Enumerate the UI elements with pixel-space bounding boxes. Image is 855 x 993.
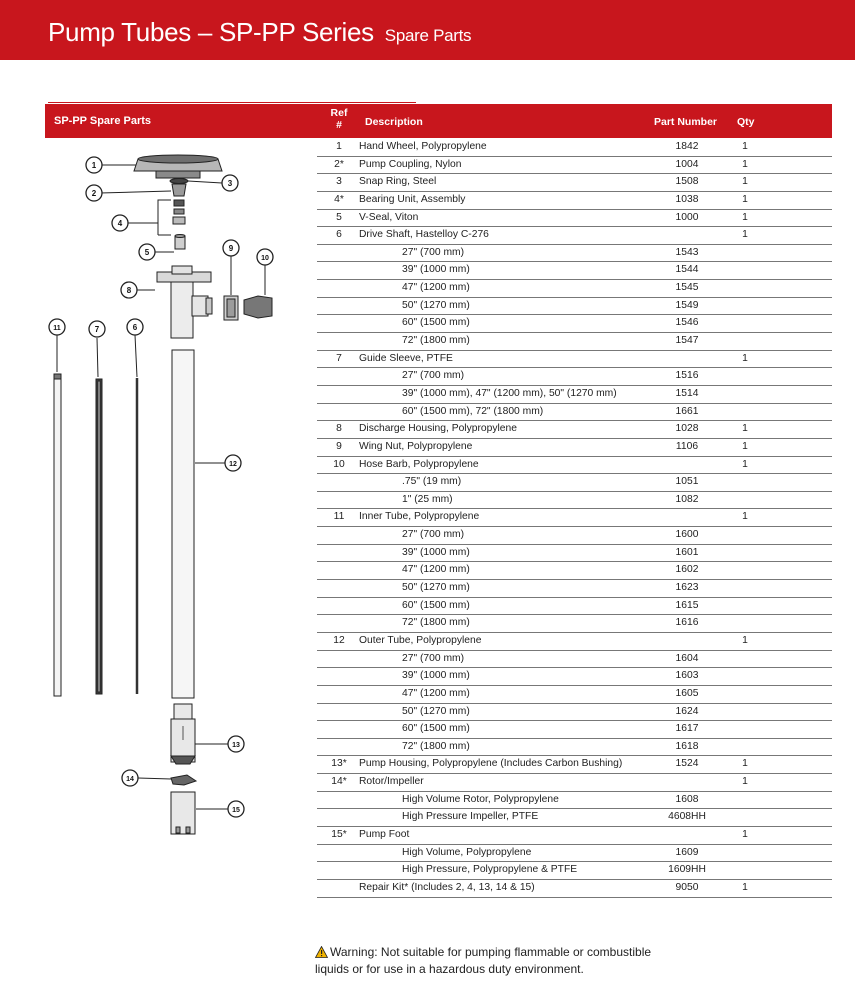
- table-row: [317, 792, 832, 810]
- table-row: [317, 227, 832, 245]
- part-number-cell: 1106: [675, 440, 699, 452]
- table-row: [317, 421, 832, 439]
- ref-cell: 14*: [331, 776, 347, 788]
- description-cell: 50" (1270 mm): [402, 705, 470, 717]
- pump-foot-part: [171, 792, 195, 834]
- table-row: [317, 580, 832, 598]
- qty-cell: 1: [742, 440, 748, 452]
- part-number-cell: 1051: [675, 476, 699, 488]
- table-row: [317, 245, 832, 263]
- callout-markers: [49, 157, 273, 817]
- part-number-cell: 1544: [675, 264, 699, 276]
- table-row: [317, 333, 832, 351]
- description-cell: Repair Kit* (Includes 2, 4, 13, 14 & 15): [359, 881, 535, 893]
- table-row: [317, 262, 832, 280]
- hose-barb-part: [244, 296, 272, 318]
- table-row: [317, 509, 832, 527]
- ref-cell: 11: [333, 511, 345, 523]
- callout-label: 1: [91, 161, 97, 170]
- description-cell: Discharge Housing, Polypropylene: [359, 423, 517, 435]
- ref-cell: 1: [336, 141, 342, 152]
- table-row: [317, 721, 832, 739]
- description-cell: 27" (700 mm): [402, 652, 465, 664]
- part-number-cell: 1028: [675, 423, 699, 435]
- qty-cell: 1: [742, 634, 748, 646]
- part-number-cell: 1516: [675, 370, 699, 382]
- table-row: [317, 615, 832, 633]
- warning-note: [315, 944, 651, 978]
- divider-line: [48, 102, 416, 103]
- callout-2: [86, 185, 102, 201]
- table-row: [317, 686, 832, 704]
- part-number-cell: 4608HH: [668, 811, 706, 823]
- qty-cell: 1: [742, 176, 748, 188]
- callout-1: [86, 157, 102, 173]
- callout-6: [127, 319, 143, 335]
- description-cell: Guide Sleeve, PTFE: [359, 352, 453, 364]
- ref-cell: 8: [336, 423, 342, 435]
- description-cell: Drive Shaft, Hastelloy C-276: [359, 229, 489, 241]
- description-cell: Pump Foot: [359, 828, 410, 840]
- description-cell: 27" (700 mm): [402, 246, 465, 258]
- description-cell: 39" (1000 mm), 47" (1200 mm), 50" (1270 mm): [402, 387, 617, 399]
- part-number-cell: 1514: [675, 387, 699, 399]
- table-row: [317, 139, 832, 157]
- table-row: [317, 368, 832, 386]
- description-cell: 1" (25 mm): [402, 493, 453, 505]
- inner-tube-part: [54, 374, 61, 696]
- part-number-cell: 1604: [675, 652, 699, 664]
- table-row: [317, 474, 832, 492]
- part-number-cell: 1623: [675, 582, 699, 594]
- part-number-cell: 1615: [675, 599, 699, 611]
- callout-label: 11: [53, 325, 61, 332]
- description-cell: 60" (1500 mm): [402, 723, 470, 735]
- callout-label: 3: [227, 179, 233, 188]
- description-cell: 27" (700 mm): [402, 529, 465, 541]
- qty-cell: 1: [742, 352, 748, 364]
- table-row: [317, 809, 832, 827]
- table-row: [317, 527, 832, 545]
- callout-3: [222, 175, 238, 191]
- table-row: [317, 280, 832, 298]
- callout-label: 9: [228, 244, 234, 253]
- col-description-header: Description: [365, 116, 423, 128]
- table-row: [317, 545, 832, 563]
- qty-cell: 1: [742, 828, 748, 840]
- exploded-parts-diagram: [40, 138, 280, 848]
- callout-label: 14: [126, 776, 134, 783]
- table-row: [317, 386, 832, 404]
- leader-lines: [57, 165, 265, 809]
- diagram-header-label: SP-PP Spare Parts: [54, 115, 152, 127]
- description-cell: Hose Barb, Polypropylene: [359, 458, 479, 470]
- ref-cell: 10: [333, 458, 345, 470]
- part-number-cell: 1609: [675, 846, 699, 858]
- ref-cell: 9: [336, 440, 342, 452]
- warning-line-2: liquids or for use in a hazardous duty environment.: [315, 962, 584, 976]
- table-row: [317, 633, 832, 651]
- qty-cell: 1: [742, 881, 748, 893]
- title-text: Pump Tubes – SP-PP Series: [48, 17, 374, 47]
- ref-cell: 15*: [331, 828, 347, 840]
- description-cell: High Pressure, Polypropylene & PTFE: [402, 864, 578, 876]
- table-row: [317, 562, 832, 580]
- part-number-cell: 1601: [675, 546, 699, 558]
- qty-cell: 1: [742, 193, 748, 205]
- description-cell: 47" (1200 mm): [402, 687, 470, 699]
- description-cell: Pump Coupling, Nylon: [359, 158, 462, 170]
- table-row: [317, 845, 832, 863]
- table-row: [317, 704, 832, 722]
- ref-cell: 5: [336, 211, 342, 223]
- part-number-cell: 1605: [675, 687, 699, 699]
- part-number-cell: 1546: [675, 317, 699, 329]
- qty-cell: 1: [742, 511, 748, 523]
- part-number-cell: 1038: [675, 193, 699, 205]
- description-cell: 72" (1800 mm): [402, 740, 470, 752]
- ref-cell: 4*: [334, 193, 344, 205]
- description-cell: Wing Nut, Polypropylene: [359, 440, 473, 452]
- qty-cell: 1: [742, 776, 748, 788]
- table-row: [317, 739, 832, 757]
- table-row: [317, 439, 832, 457]
- pump-housing-part: [174, 704, 192, 719]
- callout-label: 8: [126, 286, 132, 295]
- qty-cell: 1: [742, 158, 748, 170]
- parts-table-body: [317, 139, 832, 898]
- description-cell: 27" (700 mm): [402, 370, 465, 382]
- col-qty-header: Qty: [737, 116, 755, 128]
- part-number-cell: 1616: [675, 617, 699, 629]
- table-row: [317, 827, 832, 845]
- table-row: [317, 668, 832, 686]
- description-cell: 50" (1270 mm): [402, 299, 470, 311]
- description-cell: 60" (1500 mm): [402, 317, 470, 329]
- description-cell: Rotor/Impeller: [359, 776, 424, 788]
- outer-tube-part: [172, 350, 194, 698]
- callout-15: [228, 801, 244, 817]
- description-cell: V-Seal, Viton: [359, 211, 419, 223]
- diagram-parts: [54, 155, 272, 834]
- part-number-cell: 1004: [675, 158, 699, 170]
- part-number-cell: 1661: [675, 405, 699, 417]
- ref-cell: 12: [333, 634, 345, 646]
- description-cell: Inner Tube, Polypropylene: [359, 511, 480, 523]
- description-cell: Bearing Unit, Assembly: [359, 193, 466, 205]
- ref-cell: 7: [336, 352, 342, 364]
- table-row: [317, 598, 832, 616]
- part-number-cell: 1608: [675, 793, 699, 805]
- part-number-cell: 1508: [675, 176, 699, 188]
- col-part-number-header: Part Number: [654, 116, 718, 128]
- qty-cell: 1: [742, 211, 748, 223]
- table-row: [317, 862, 832, 880]
- bearing-unit-part: [174, 200, 184, 206]
- description-cell: .75" (19 mm): [402, 476, 462, 488]
- part-number-cell: 1082: [675, 493, 699, 505]
- part-number-cell: 1624: [675, 705, 699, 717]
- part-number-cell: 1602: [675, 564, 699, 576]
- warning-line-1: Warning: Not suitable for pumping flammable or combustible: [330, 945, 652, 959]
- pump-coupling-part: [172, 184, 186, 196]
- qty-cell: 1: [742, 758, 748, 770]
- part-number-cell: 1603: [675, 670, 699, 682]
- col-ref-header: Ref #: [330, 107, 348, 131]
- part-number-cell: 1543: [675, 246, 699, 258]
- callout-label: 13: [232, 742, 240, 749]
- callout-label: 12: [229, 461, 237, 468]
- part-number-cell: 1000: [675, 211, 699, 223]
- description-cell: 47" (1200 mm): [402, 564, 470, 576]
- description-cell: High Volume, Polypropylene: [402, 846, 532, 858]
- callout-10: [257, 249, 273, 265]
- callout-label: 4: [117, 219, 123, 228]
- description-cell: 39" (1000 mm): [402, 546, 470, 558]
- callout-label: 6: [132, 323, 138, 332]
- part-number-cell: 1600: [675, 529, 699, 541]
- description-cell: 72" (1800 mm): [402, 335, 470, 347]
- qty-cell: 1: [742, 458, 748, 470]
- table-row: [317, 174, 832, 192]
- ref-cell: 6: [336, 229, 342, 241]
- description-cell: 50" (1270 mm): [402, 582, 470, 594]
- table-row: [317, 192, 832, 210]
- table-row: [317, 157, 832, 175]
- callout-label: 5: [144, 248, 150, 257]
- table-row: [317, 774, 832, 792]
- part-number-cell: 1545: [675, 282, 699, 294]
- diagram-header: [45, 104, 317, 138]
- ref-cell: 2*: [334, 158, 344, 170]
- table-row: [317, 315, 832, 333]
- table-row: [317, 880, 832, 898]
- callout-5: [139, 244, 155, 260]
- qty-cell: 1: [742, 229, 748, 241]
- description-cell: Snap Ring, Steel: [359, 176, 437, 188]
- warning-triangle-icon: [315, 946, 328, 958]
- table-row: [317, 404, 832, 422]
- callout-14: [122, 770, 138, 786]
- table-header: [317, 104, 832, 138]
- description-cell: Hand Wheel, Polypropylene: [359, 141, 487, 152]
- table-row: [317, 210, 832, 228]
- table-row: [317, 351, 832, 369]
- callout-label: 15: [232, 807, 240, 814]
- description-cell: 39" (1000 mm): [402, 264, 470, 276]
- part-number-cell: 1617: [675, 723, 699, 735]
- table-row: [317, 651, 832, 669]
- ref-cell: 3: [336, 176, 342, 188]
- description-cell: 39" (1000 mm): [402, 670, 470, 682]
- part-number-cell: 1842: [675, 141, 699, 152]
- table-row: [317, 298, 832, 316]
- description-cell: 60" (1500 mm): [402, 599, 470, 611]
- part-number-cell: 1547: [675, 335, 699, 347]
- callout-4: [112, 215, 128, 231]
- table-row: [317, 457, 832, 475]
- page-banner: [0, 0, 855, 60]
- callout-9: [223, 240, 239, 256]
- description-cell: Pump Housing, Polypropylene (Includes Carbon Bushing): [359, 758, 623, 770]
- callout-label: 7: [94, 325, 100, 334]
- subtitle-text: Spare Parts: [384, 26, 472, 45]
- description-cell: High Pressure Impeller, PTFE: [402, 811, 539, 823]
- table-row: [317, 492, 832, 510]
- impeller-part: [171, 775, 196, 785]
- callout-13: [228, 736, 244, 752]
- part-number-cell: 1549: [675, 299, 699, 311]
- qty-cell: 1: [742, 423, 748, 435]
- description-cell: 72" (1800 mm): [402, 617, 470, 629]
- description-cell: Outer Tube, Polypropylene: [359, 634, 482, 646]
- callout-8: [121, 282, 137, 298]
- callout-label: 10: [261, 255, 269, 262]
- ref-cell: 13*: [331, 758, 347, 770]
- part-number-cell: 1609HH: [668, 864, 706, 876]
- callout-label: 2: [91, 189, 97, 198]
- part-number-cell: 9050: [675, 881, 699, 893]
- callout-12: [225, 455, 241, 471]
- part-number-cell: 1524: [675, 758, 699, 770]
- description-cell: 47" (1200 mm): [402, 282, 470, 294]
- page-title: [48, 17, 471, 48]
- description-cell: 60" (1500 mm), 72" (1800 mm): [402, 405, 544, 417]
- description-cell: High Volume Rotor, Polypropylene: [402, 793, 559, 805]
- qty-cell: 1: [742, 141, 748, 152]
- callout-7: [89, 321, 105, 337]
- callout-11: [49, 319, 65, 335]
- table-row: [317, 756, 832, 774]
- part-number-cell: 1618: [675, 740, 699, 752]
